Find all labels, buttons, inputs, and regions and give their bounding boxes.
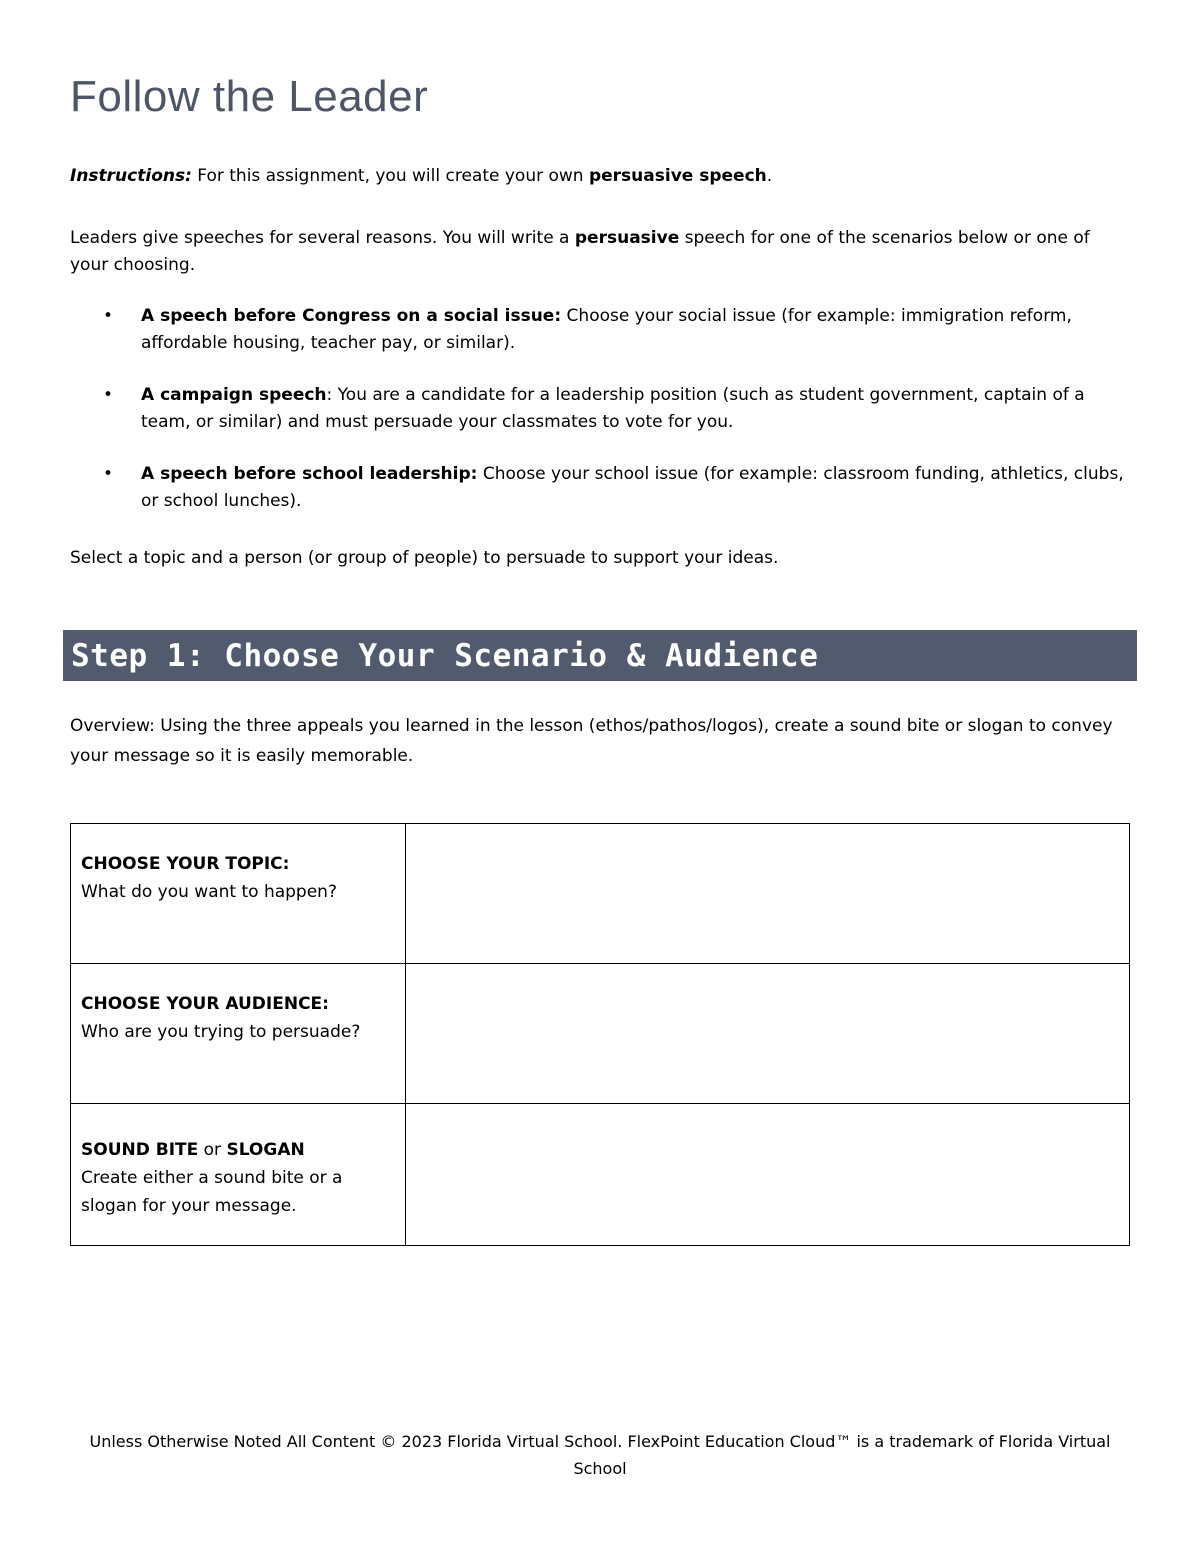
leaders-paragraph [70,225,1120,279]
topic-heading: CHOOSE YOUR TOPIC: [81,854,290,874]
overview-paragraph: Overview: Using the three appeals you learned in the lesson (ethos/pathos/logos), create a sound bite or slogan to convey your message so it is easily memorable. [70,716,1113,766]
topic-prompt: What do you want to happen? [81,882,337,902]
bullet-icon: • [103,464,114,484]
table-row [71,964,1130,1104]
slogan-heading-part2: SLOGAN [226,1140,305,1160]
scenario-item [70,461,1130,515]
topic-label-cell [71,824,406,964]
slogan-heading [81,1136,395,1164]
bullet-icon: • [103,385,114,405]
scenario-text: Choose your school issue (for example: classroom funding, athletics, clubs, or school lunches). [141,464,1124,511]
instructions-text-end: . [766,166,773,186]
instructions-text: For this assignment, you will create your own [191,166,589,186]
table-row [71,1104,1130,1246]
scenario-item [70,303,1130,357]
scenario-text: : You are a candidate for a leadership position (such as student government, captain of a team, or similar) and must persuade your classmates to vote for you. [141,385,1085,432]
audience-response-cell[interactable] [406,964,1130,1104]
leaders-text-end: speech for one of the scenarios below or one of your choosing. [70,228,1090,275]
topic-response-cell[interactable] [406,824,1130,964]
scenario-list [70,303,1130,540]
instructions-paragraph [70,163,1130,190]
scenario-text: Choose your social issue (for example: immigration reform, affordable housing, teacher pay, or similar). [141,306,1072,353]
planning-table [70,823,1130,1246]
instructions-label: Instructions: [70,166,192,186]
slogan-response-field[interactable] [406,1104,1129,1245]
slogan-prompt: Create either a sound bite or a slogan for your message. [81,1168,343,1216]
leaders-emphasis: persuasive [574,228,680,248]
topic-response-field[interactable] [406,824,1129,963]
audience-heading: CHOOSE YOUR AUDIENCE: [81,994,329,1014]
audience-response-field[interactable] [406,964,1129,1103]
table-row [71,824,1130,964]
select-paragraph: Select a topic and a person (or group of people) to persuade to support your ideas. [70,548,779,568]
bullet-icon: • [103,306,114,326]
scenario-heading: A speech before school leadership: [141,464,478,484]
audience-label-cell [71,964,406,1104]
scenario-heading: A speech before Congress on a social issue: [141,306,562,326]
slogan-heading-connector: or [198,1140,227,1160]
step1-heading: Step 1: Choose Your Scenario & Audience [63,630,1137,681]
slogan-heading-part1: SOUND BITE [81,1140,199,1160]
leaders-text: Leaders give speeches for several reasons. You will write a [70,228,575,248]
slogan-label-cell [71,1104,406,1246]
instructions-emphasis: persuasive speech [588,166,767,186]
scenario-heading: A campaign speech [141,385,327,405]
page-title: Follow the Leader [70,72,429,121]
slogan-response-cell[interactable] [406,1104,1130,1246]
copyright-footer: Unless Otherwise Noted All Content © 2023 Florida Virtual School. FlexPoint Education Cloud™ is a trademark of Florida Virtual School [89,1432,1111,1478]
scenario-item [70,382,1130,436]
audience-prompt: Who are you trying to persuade? [81,1022,361,1042]
